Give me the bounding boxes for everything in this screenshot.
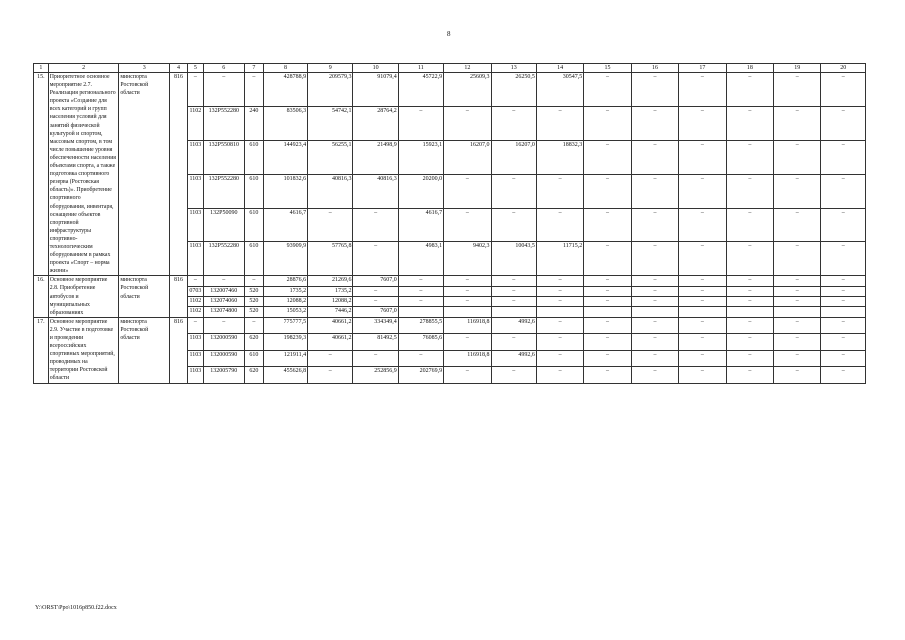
column-number: 20 — [821, 64, 866, 73]
value-cell: – — [444, 106, 491, 140]
value-cell: 9402,3 — [444, 242, 491, 276]
value-cell: – — [491, 334, 536, 350]
value-cell — [821, 307, 866, 317]
value-cell: – — [679, 208, 726, 242]
value-cell: – — [353, 350, 398, 366]
value-cell: 132074800 — [203, 307, 244, 317]
value-cell: – — [631, 286, 678, 296]
value-cell: – — [679, 367, 726, 383]
value-cell: – — [821, 174, 866, 208]
page-number: 8 — [447, 30, 451, 38]
value-cell: 132P552280 — [203, 106, 244, 140]
value-cell: – — [726, 106, 773, 140]
value-cell: 1103 — [187, 208, 203, 242]
value-cell: – — [726, 242, 773, 276]
value-cell: – — [821, 140, 866, 174]
value-cell — [679, 307, 726, 317]
value-cell: – — [774, 286, 821, 296]
event-number-cell: 16. — [34, 276, 49, 317]
value-cell: 28876,6 — [263, 276, 307, 286]
value-cell: 45722,9 — [398, 73, 443, 107]
value-cell: – — [726, 73, 773, 107]
column-number: 10 — [353, 64, 398, 73]
value-cell: – — [631, 367, 678, 383]
value-cell: – — [631, 106, 678, 140]
value-cell: – — [398, 106, 443, 140]
value-cell: 30547,5 — [536, 73, 583, 107]
value-cell: 1103 — [187, 174, 203, 208]
value-cell: – — [584, 208, 631, 242]
value-cell: – — [774, 73, 821, 107]
value-cell: 26250,5 — [491, 73, 536, 107]
value-cell: – — [631, 350, 678, 366]
value-cell: – — [536, 317, 583, 333]
value-cell: 132007460 — [203, 286, 244, 296]
value-cell: – — [631, 334, 678, 350]
column-number: 16 — [631, 64, 678, 73]
value-cell: 278855,5 — [398, 317, 443, 333]
value-cell: 81492,5 — [353, 334, 398, 350]
file-path-footer: Y:\ORST\Ppo\1016p850.f22.docx — [35, 605, 117, 611]
value-cell: – — [584, 276, 631, 286]
value-cell: 7607,0 — [353, 307, 398, 317]
value-cell: 132074060 — [203, 297, 244, 307]
value-cell: 132P50090 — [203, 208, 244, 242]
value-cell: – — [536, 297, 583, 307]
value-cell: 11715,2 — [536, 242, 583, 276]
value-cell: – — [536, 208, 583, 242]
value-cell: 56255,1 — [308, 140, 353, 174]
value-cell — [444, 307, 491, 317]
value-cell: 455626,8 — [263, 367, 307, 383]
value-cell: 1103 — [187, 242, 203, 276]
value-cell: 132P550810 — [203, 140, 244, 174]
value-cell: – — [821, 106, 866, 140]
value-cell: – — [726, 350, 773, 366]
value-cell — [536, 307, 583, 317]
value-cell: – — [353, 208, 398, 242]
value-cell: 101832,6 — [263, 174, 307, 208]
value-cell: – — [187, 276, 203, 286]
value-cell: – — [444, 367, 491, 383]
value-cell: – — [821, 297, 866, 307]
value-cell: – — [679, 286, 726, 296]
value-cell: 93909,9 — [263, 242, 307, 276]
value-cell: 610 — [244, 140, 263, 174]
column-number: 15 — [584, 64, 631, 73]
value-cell: 1735,2 — [308, 286, 353, 296]
value-cell: – — [244, 276, 263, 286]
value-cell: 198239,3 — [263, 334, 307, 350]
column-number: 9 — [308, 64, 353, 73]
value-cell: – — [774, 140, 821, 174]
value-cell — [631, 307, 678, 317]
value-cell: – — [491, 106, 536, 140]
value-cell: – — [584, 350, 631, 366]
value-cell — [774, 307, 821, 317]
value-cell: – — [631, 297, 678, 307]
value-cell: – — [774, 317, 821, 333]
column-number: 6 — [203, 64, 244, 73]
event-name-cell: Основное мероприятие 2.9. Участие в подготовке и проведении всероссийских спортивных мероприятий, проводимых на территории Ростовской области — [48, 317, 119, 383]
value-cell: 116918,8 — [444, 317, 491, 333]
value-cell: – — [631, 208, 678, 242]
value-cell: 1103 — [187, 334, 203, 350]
column-number: 2 — [48, 64, 119, 73]
value-cell: 21269,6 — [308, 276, 353, 286]
value-cell: – — [584, 242, 631, 276]
value-cell: 116918,8 — [444, 350, 491, 366]
value-cell: 132005790 — [203, 367, 244, 383]
value-cell: – — [444, 297, 491, 307]
value-cell: 40816,3 — [353, 174, 398, 208]
value-cell: – — [444, 286, 491, 296]
column-number: 3 — [119, 64, 170, 73]
event-name-cell: Основное мероприятие 2.8. Приобретение автобусов и муниципальных образованиях — [48, 276, 119, 317]
table-row — [34, 276, 866, 286]
column-number: 12 — [444, 64, 491, 73]
value-cell: – — [726, 297, 773, 307]
value-cell: – — [726, 334, 773, 350]
value-cell: 252856,9 — [353, 367, 398, 383]
column-number-header — [34, 64, 866, 73]
value-cell: – — [821, 286, 866, 296]
value-cell: – — [774, 367, 821, 383]
value-cell: – — [584, 140, 631, 174]
value-cell: – — [398, 350, 443, 366]
value-cell: – — [491, 286, 536, 296]
value-cell: 620 — [244, 334, 263, 350]
value-cell: – — [444, 334, 491, 350]
value-cell: 4983,1 — [398, 242, 443, 276]
value-cell — [398, 307, 443, 317]
value-cell: – — [584, 317, 631, 333]
column-number: 1 — [34, 64, 49, 73]
value-cell: – — [726, 174, 773, 208]
value-cell: – — [444, 174, 491, 208]
value-cell: – — [187, 317, 203, 333]
value-cell: 1102 — [187, 297, 203, 307]
value-cell: 18832,3 — [536, 140, 583, 174]
value-cell: – — [491, 367, 536, 383]
value-cell: 132P552280 — [203, 174, 244, 208]
value-cell: – — [584, 367, 631, 383]
column-number: 8 — [263, 64, 307, 73]
value-cell: – — [398, 297, 443, 307]
value-cell: – — [679, 73, 726, 107]
value-cell: 16207,0 — [491, 140, 536, 174]
column-number: 13 — [491, 64, 536, 73]
grbs-code-cell: 816 — [170, 317, 188, 383]
column-number: 11 — [398, 64, 443, 73]
value-cell: – — [444, 208, 491, 242]
executor-cell: минспорта Ростовской области — [119, 73, 170, 276]
column-number: 18 — [726, 64, 773, 73]
value-cell: – — [353, 286, 398, 296]
value-cell: – — [774, 208, 821, 242]
value-cell: – — [491, 208, 536, 242]
value-cell: 4992,6 — [491, 350, 536, 366]
executor-cell: минспорта Ростовской области — [119, 317, 170, 383]
value-cell: – — [187, 73, 203, 107]
value-cell: – — [536, 106, 583, 140]
grbs-code-cell: 816 — [170, 73, 188, 276]
value-cell: – — [679, 297, 726, 307]
value-cell: 334349,4 — [353, 317, 398, 333]
value-cell: – — [726, 286, 773, 296]
column-number: 19 — [774, 64, 821, 73]
budget-table — [33, 63, 866, 384]
value-cell: – — [308, 350, 353, 366]
value-cell: – — [821, 242, 866, 276]
value-cell: – — [308, 367, 353, 383]
value-cell: – — [536, 174, 583, 208]
value-cell: – — [774, 106, 821, 140]
value-cell: – — [631, 242, 678, 276]
column-number: 5 — [187, 64, 203, 73]
value-cell: 620 — [244, 367, 263, 383]
value-cell: 520 — [244, 307, 263, 317]
value-cell: 0703 — [187, 286, 203, 296]
value-cell: – — [774, 350, 821, 366]
column-number: 7 — [244, 64, 263, 73]
value-cell: – — [821, 317, 866, 333]
value-cell: – — [536, 286, 583, 296]
value-cell: 1735,2 — [263, 286, 307, 296]
value-cell: – — [726, 276, 773, 286]
value-cell: 15053,2 — [263, 307, 307, 317]
value-cell: – — [821, 334, 866, 350]
value-cell: – — [821, 276, 866, 286]
value-cell: 132000590 — [203, 350, 244, 366]
value-cell: – — [244, 317, 263, 333]
value-cell: – — [821, 73, 866, 107]
column-number: 14 — [536, 64, 583, 73]
value-cell: – — [774, 297, 821, 307]
column-number: 17 — [679, 64, 726, 73]
value-cell: – — [203, 317, 244, 333]
value-cell: – — [584, 174, 631, 208]
value-cell: 91079,4 — [353, 73, 398, 107]
value-cell: 1102 — [187, 307, 203, 317]
value-cell: – — [491, 276, 536, 286]
value-cell: 12088,2 — [263, 297, 307, 307]
value-cell: 121911,4 — [263, 350, 307, 366]
value-cell: 144923,4 — [263, 140, 307, 174]
value-cell: – — [584, 73, 631, 107]
value-cell: – — [774, 276, 821, 286]
value-cell: – — [774, 334, 821, 350]
value-cell: – — [353, 242, 398, 276]
value-cell: 1102 — [187, 106, 203, 140]
value-cell: – — [726, 140, 773, 174]
value-cell: 21498,9 — [353, 140, 398, 174]
table-row — [34, 317, 866, 333]
value-cell: 25609,3 — [444, 73, 491, 107]
value-cell: 12088,2 — [308, 297, 353, 307]
value-cell: – — [821, 208, 866, 242]
value-cell: – — [774, 242, 821, 276]
value-cell: – — [203, 73, 244, 107]
value-cell: 1103 — [187, 367, 203, 383]
value-cell: 610 — [244, 208, 263, 242]
event-name-cell: Приоритетное основное мероприятие 2.7. Реализация регионального проекта «Создание для всех категорий и групп населения условий для занятий физической культурой и спортом, массовым спортом, в том числе повышение уровня обеспеченности населения объектами спорта, а также подготовка спортивного резерва (Ростовская область)». Приобретение спортивного оборудования, инвентаря, оснащение объектов спортивной инфраструктуры спортивно-технологическим оборудованием в рамках проекта «Спорт – норма жизни» — [48, 73, 119, 276]
value-cell: – — [679, 317, 726, 333]
value-cell: – — [726, 367, 773, 383]
value-cell: – — [726, 317, 773, 333]
value-cell: – — [491, 174, 536, 208]
value-cell: – — [308, 208, 353, 242]
value-cell: 202769,9 — [398, 367, 443, 383]
table-row — [34, 73, 866, 107]
value-cell: – — [536, 367, 583, 383]
value-cell: 132P552280 — [203, 242, 244, 276]
value-cell: – — [679, 174, 726, 208]
value-cell: 54742,1 — [308, 106, 353, 140]
value-cell: – — [679, 140, 726, 174]
value-cell: – — [584, 297, 631, 307]
value-cell: – — [491, 297, 536, 307]
value-cell: 1103 — [187, 140, 203, 174]
value-cell: 610 — [244, 174, 263, 208]
value-cell: 15923,1 — [398, 140, 443, 174]
value-cell: – — [398, 286, 443, 296]
value-cell: – — [631, 317, 678, 333]
value-cell: – — [679, 276, 726, 286]
value-cell: – — [203, 276, 244, 286]
value-cell: 7607,0 — [353, 276, 398, 286]
value-cell: – — [631, 140, 678, 174]
value-cell: 40816,3 — [308, 174, 353, 208]
executor-cell: минспорта Ростовской области — [119, 276, 170, 317]
value-cell: – — [584, 286, 631, 296]
value-cell: 7446,2 — [308, 307, 353, 317]
value-cell: 132000590 — [203, 334, 244, 350]
value-cell: 4616,7 — [263, 208, 307, 242]
value-cell: 240 — [244, 106, 263, 140]
value-cell: – — [679, 242, 726, 276]
column-number: 4 — [170, 64, 188, 73]
value-cell: – — [584, 334, 631, 350]
value-cell: 16207,0 — [444, 140, 491, 174]
value-cell: 1103 — [187, 350, 203, 366]
value-cell: – — [679, 350, 726, 366]
value-cell: – — [536, 276, 583, 286]
value-cell: 610 — [244, 242, 263, 276]
value-cell: – — [679, 334, 726, 350]
value-cell: 40661,2 — [308, 317, 353, 333]
value-cell: – — [774, 174, 821, 208]
value-cell — [584, 307, 631, 317]
value-cell: – — [631, 174, 678, 208]
value-cell: 520 — [244, 297, 263, 307]
event-number-cell: 15. — [34, 73, 49, 276]
value-cell: 83506,3 — [263, 106, 307, 140]
value-cell: – — [353, 297, 398, 307]
value-cell: – — [631, 73, 678, 107]
value-cell: 10043,5 — [491, 242, 536, 276]
value-cell: – — [444, 276, 491, 286]
value-cell: 775777,5 — [263, 317, 307, 333]
grbs-code-cell: 816 — [170, 276, 188, 317]
value-cell: – — [631, 276, 678, 286]
value-cell — [726, 307, 773, 317]
event-number-cell: 17. — [34, 317, 49, 383]
value-cell — [491, 307, 536, 317]
value-cell: 4616,7 — [398, 208, 443, 242]
value-cell: – — [398, 276, 443, 286]
value-cell: 20200,0 — [398, 174, 443, 208]
value-cell: – — [536, 350, 583, 366]
value-cell: 428788,9 — [263, 73, 307, 107]
value-cell: – — [679, 106, 726, 140]
value-cell: 28764,2 — [353, 106, 398, 140]
value-cell: 209579,3 — [308, 73, 353, 107]
value-cell: – — [821, 350, 866, 366]
value-cell: 520 — [244, 286, 263, 296]
value-cell: – — [244, 73, 263, 107]
value-cell: 40661,2 — [308, 334, 353, 350]
value-cell: 610 — [244, 350, 263, 366]
value-cell: – — [584, 106, 631, 140]
value-cell: 4992,6 — [491, 317, 536, 333]
value-cell: – — [821, 367, 866, 383]
value-cell: – — [536, 334, 583, 350]
value-cell: – — [726, 208, 773, 242]
value-cell: 57765,8 — [308, 242, 353, 276]
value-cell: 76085,6 — [398, 334, 443, 350]
